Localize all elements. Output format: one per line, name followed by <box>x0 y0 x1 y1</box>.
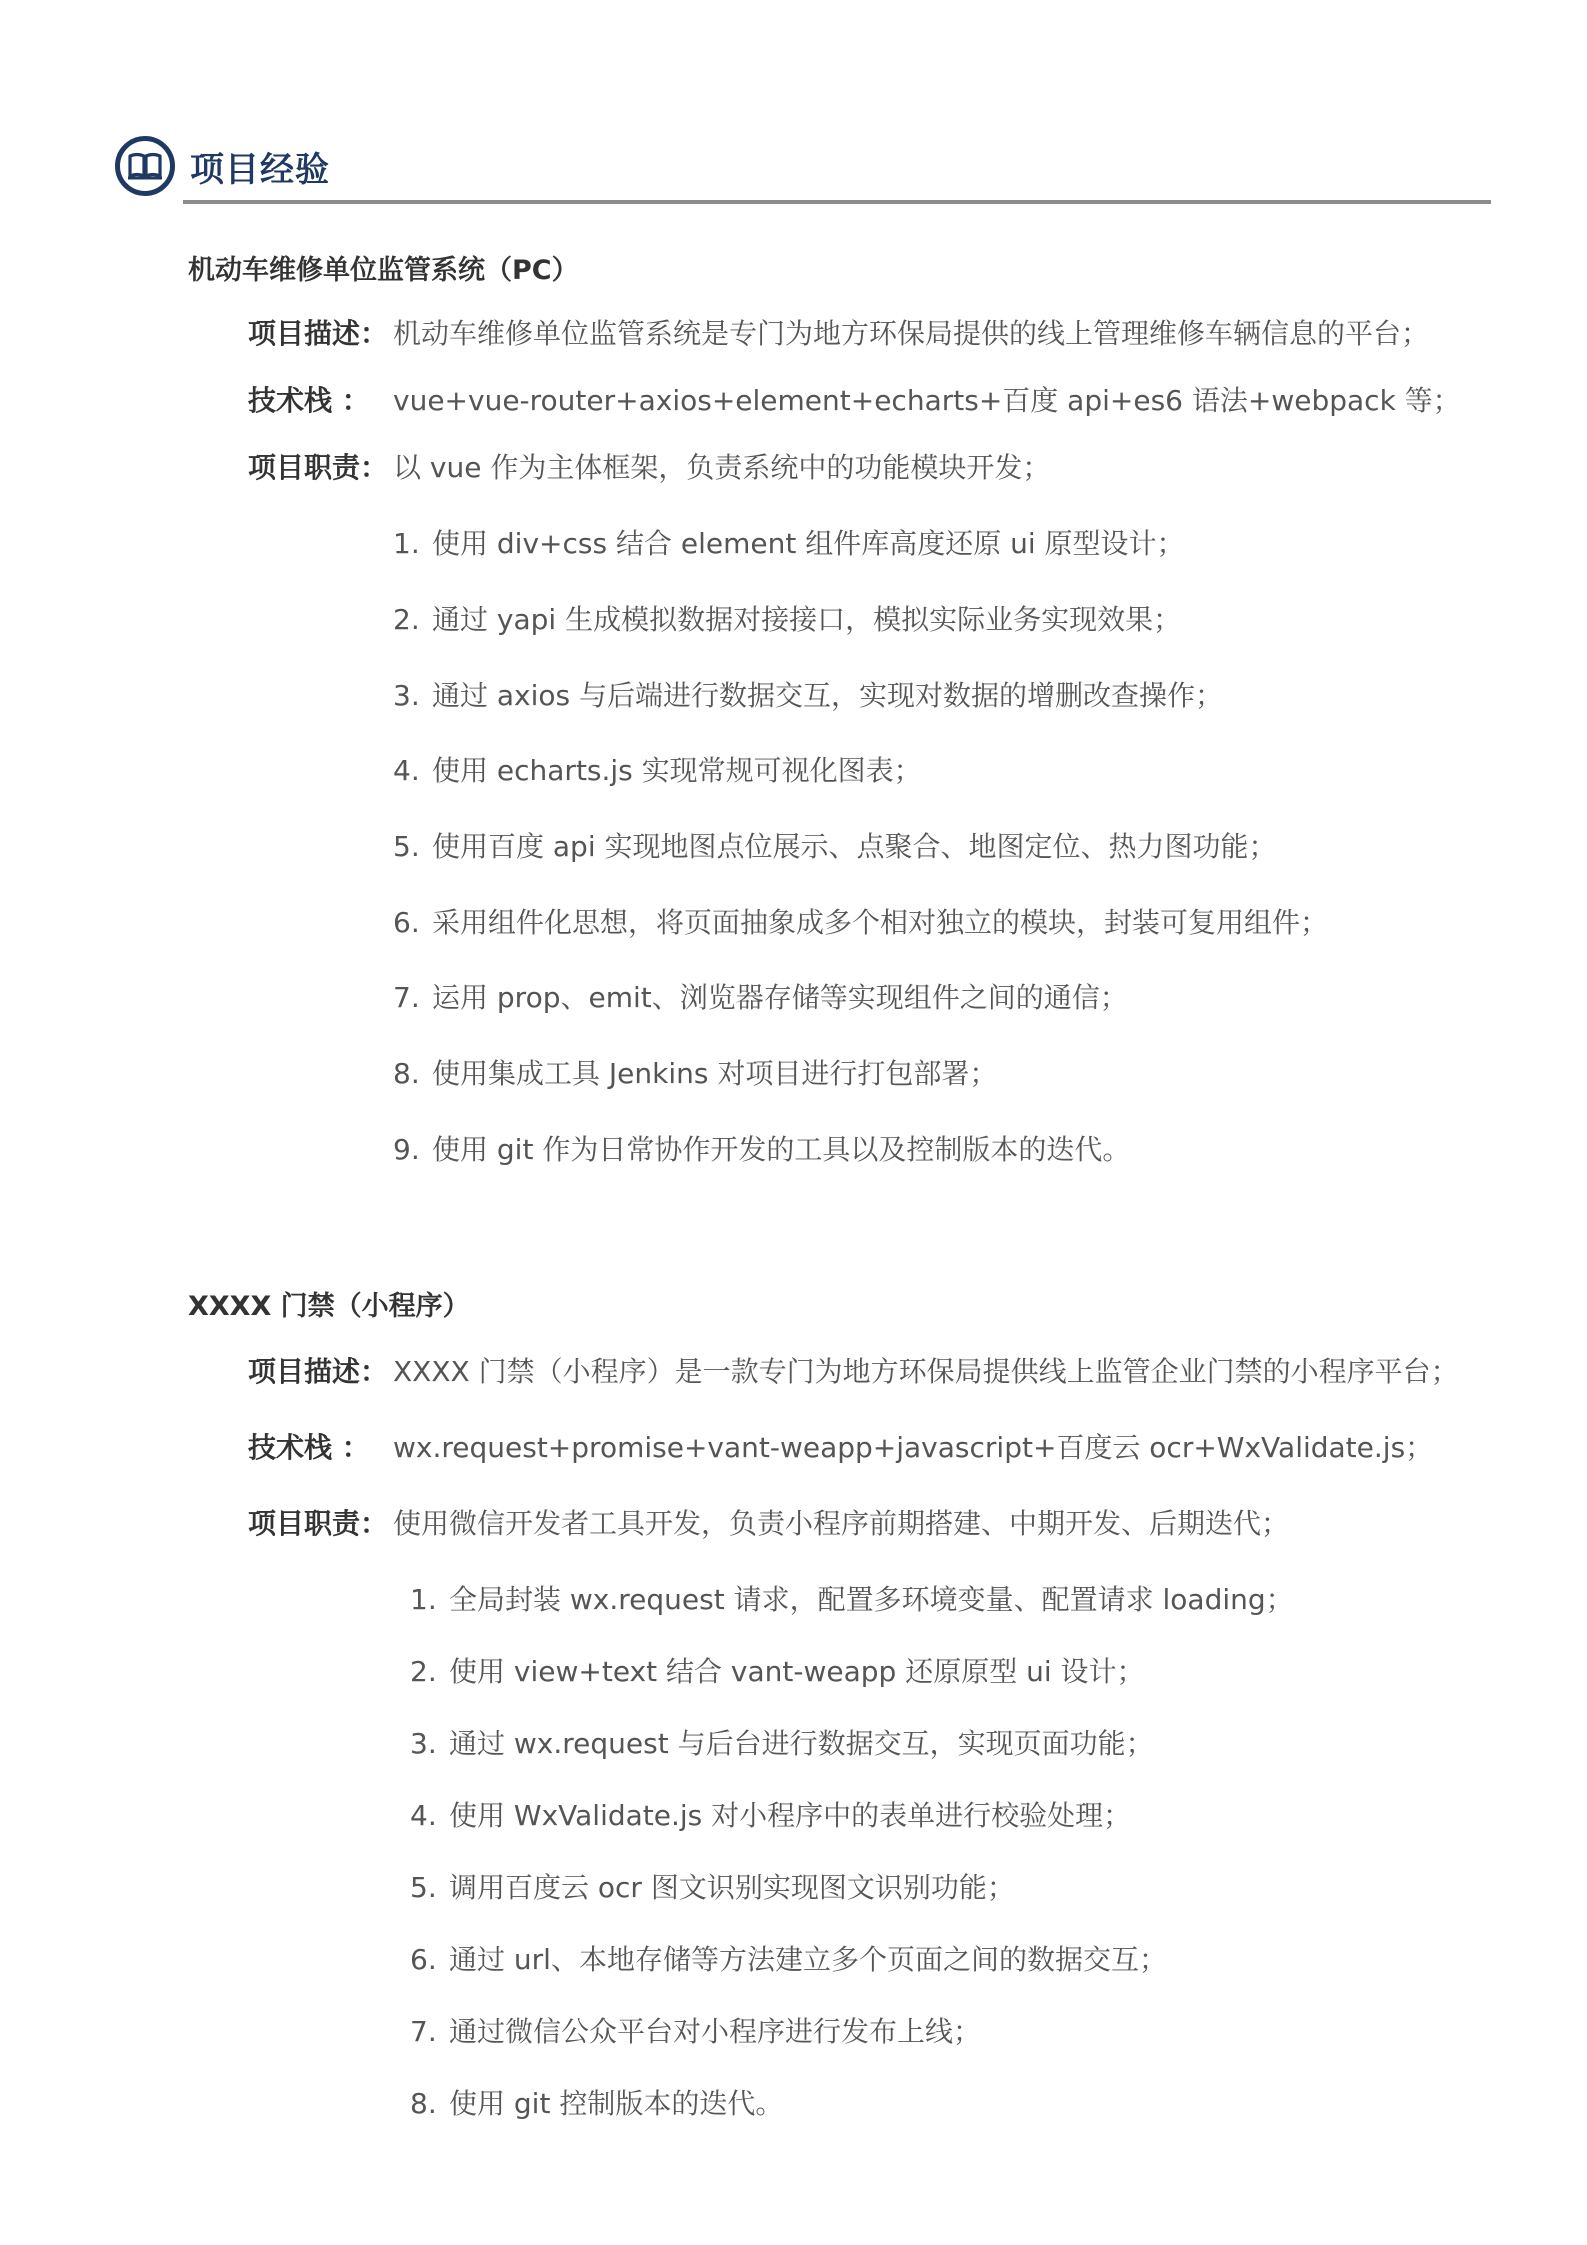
tech-stack-row <box>248 1428 1433 1468</box>
list-item: 2. 通过 yapi 生成模拟数据对接接口，模拟实际业务实现效果； <box>393 603 1182 636</box>
tech-stack-row <box>248 381 1461 421</box>
list-item: 2. 使用 view+text 结合 vant-weapp 还原原型 ui 设计； <box>410 1655 1145 1688</box>
list-item: 6. 采用组件化思想，将页面抽象成多个相对独立的模块，封装可复用组件； <box>393 906 1329 939</box>
list-item: 7. 通过微信公众平台对小程序进行发布上线； <box>410 2015 982 2048</box>
list-item: 9. 使用 git 作为日常协作开发的工具以及控制版本的迭代。 <box>393 1133 1131 1166</box>
duty-value: 使用微信开发者工具开发，负责小程序前期搭建、中期开发、后期迭代； <box>393 1507 1290 1540</box>
section-header <box>114 134 330 198</box>
list-item: 3. 通过 wx.request 与后台进行数据交互，实现页面功能； <box>410 1727 1154 1760</box>
list-item: 6. 通过 url、本地存储等方法建立多个页面之间的数据交互； <box>410 1943 1167 1976</box>
list-item: 5. 使用百度 api 实现地图点位展示、点聚合、地图定位、热力图功能； <box>393 830 1277 863</box>
list-item: 7. 运用 prop、emit、浏览器存储等实现组件之间的通信； <box>393 981 1128 1014</box>
description-label: 项目描述： <box>248 1355 389 1388</box>
project-title: XXXX 门禁（小程序） <box>188 1291 470 1322</box>
tech-stack-value: vue+vue-router+axios+element+echarts+百度 api+es6 语法+webpack 等； <box>393 384 1461 417</box>
list-item: 3. 通过 axios 与后端进行数据交互，实现对数据的增删改查操作； <box>393 679 1224 712</box>
duty-value: 以 vue 作为主体框架，负责系统中的功能模块开发； <box>393 451 1051 484</box>
list-item: 1. 使用 div+css 结合 element 组件库高度还原 ui 原型设计； <box>393 527 1185 560</box>
tech-stack-value: wx.request+promise+vant-weapp+javascript+百度云 ocr+WxValidate.js； <box>393 1431 1434 1464</box>
list-item: 1. 全局封装 wx.request 请求，配置多环境变量、配置请求 loading； <box>410 1583 1294 1616</box>
duty-label: 项目职责： <box>248 1507 389 1540</box>
duty-label: 项目职责： <box>248 451 389 484</box>
list-item: 8. 使用 git 控制版本的迭代。 <box>410 2087 784 2120</box>
tech-stack-label: 技术栈 ： <box>248 384 370 417</box>
tech-stack-label: 技术栈 ： <box>248 1431 370 1464</box>
project-description-row <box>248 314 1429 354</box>
project-description-row <box>248 1352 1459 1392</box>
description-label: 项目描述： <box>248 317 389 350</box>
list-item: 4. 使用 echarts.js 实现常规可视化图表； <box>393 754 922 787</box>
duty-row <box>248 448 1050 488</box>
description-value: XXXX 门禁（小程序）是一款专门为地方环保局提供线上监管企业门禁的小程序平台； <box>393 1355 1459 1388</box>
list-item: 4. 使用 WxValidate.js 对小程序中的表单进行校验处理； <box>410 1799 1132 1832</box>
duty-row <box>248 1504 1289 1544</box>
section-divider <box>183 200 1491 204</box>
section-title: 项目经验 <box>190 149 330 190</box>
list-item: 8. 使用集成工具 Jenkins 对项目进行打包部署； <box>393 1057 998 1090</box>
project-title: 机动车维修单位监管系统（PC） <box>188 255 579 286</box>
list-item: 5. 调用百度云 ocr 图文识别实现图文识别功能； <box>410 1871 1015 1904</box>
description-value: 机动车维修单位监管系统是专门为地方环保局提供的线上管理维修车辆信息的平台； <box>393 317 1430 350</box>
book-icon <box>114 135 176 197</box>
